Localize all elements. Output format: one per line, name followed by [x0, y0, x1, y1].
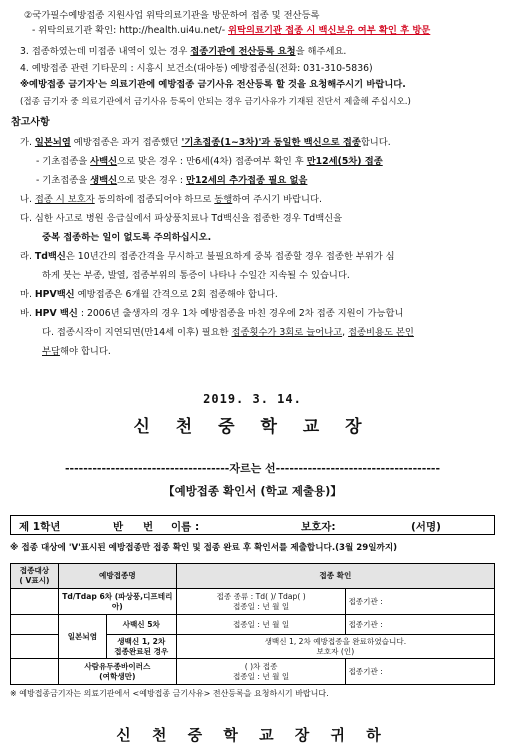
table-row — [11, 589, 495, 615]
item-ga-sub2: - 기초접종을 생백신으로 맞은 경우 : 만12세의 추가접종 필요 없음 — [36, 175, 308, 186]
item-da-line2: 중복 접종하는 일이 없도록 주의하십시오. — [42, 232, 212, 243]
confirm-cell[interactable]: ( )차 접종 접종일 : 년 월 일 — [176, 659, 346, 685]
date-cell[interactable]: 접종일 : 년 월 일 — [176, 615, 346, 635]
body-line-6: (접종 금기자 중 의료기관에서 금기사유 등록이 안되는 경우 금기사유가 기재된 진단서 제출해 주십시오.) — [20, 97, 411, 107]
institution-cell[interactable]: 접종기관 : — [346, 589, 495, 615]
item-ra-line2: 하게 붓는 부종, 발열, 접종부위의 통증이 나타나 수일간 지속될 수 있습니다. — [42, 270, 350, 281]
item-ba-line2: 다. 접종시작이 지연되면(만14세 이후) 필요한 접종횟수가 3회로 늘어나고, 접종비용도 본인 — [42, 327, 414, 338]
header-target: 접종대상 ( V표시) — [11, 564, 59, 589]
item-ma: 마. HPV백신 예방접종은 6개월 간격으로 2회 접종해야 합니다. — [20, 289, 278, 300]
hospital-visit-warning: 위탁의료기관 접종 시 백신보유 여부 확인 후 방문 — [228, 25, 431, 36]
body-line-3: 3. 접종하였는데 미접종 내역이 있는 경우 접종기관에 전산등록 요청을 해주세요. — [20, 46, 347, 57]
target-checkbox[interactable] — [11, 615, 59, 635]
name-label: 이름 : — [171, 521, 200, 533]
item-ga-sub1: - 기초접종을 사백신으로 맞은 경우 : 만6세(4차) 접종여부 확인 후 만12세(5차) 접종 — [36, 156, 383, 167]
item-ga: 가. 일본뇌염 예방접종은 과거 접종했던 '기초접종(1~3차)'과 동일한 백신으로 접종합니다. — [20, 137, 391, 148]
vaccine-name: 일본뇌염 — [58, 615, 106, 659]
cut-line: ------------------------------------자르는 선------------------------------------ — [64, 462, 441, 475]
institution-cell[interactable]: 접종기관 : — [346, 615, 495, 635]
vaccine-name: Td/Tdap 6차 (파상풍,디프테리아) — [58, 589, 176, 615]
target-checkbox[interactable] — [11, 635, 59, 659]
target-checkbox[interactable] — [11, 589, 59, 615]
form-title: 【예방접종 확인서 (학교 제출용)】 — [163, 484, 342, 498]
class-label: 반 — [113, 521, 124, 533]
table-header-row — [11, 564, 495, 589]
item-ba-line3: 부담해야 합니다. — [42, 346, 111, 357]
vaccine-subtype: 생백신 1, 2차 접종완료된 경우 — [106, 635, 176, 659]
signoff: 신 천 중 학 교 장 귀 하 — [116, 726, 389, 744]
header-vaccine: 예방접종명 — [58, 564, 176, 589]
guardian-label: 보호자: — [301, 521, 336, 533]
student-info-box — [10, 515, 495, 535]
item-ba-line1: 바. HPV 백신 : 2006년 출생자의 경우 1차 예방접종을 마친 경우에 2차 접종 지원이 가능합니 — [20, 308, 404, 319]
item-ra-line1: 라. Td백신은 10년간의 접종간격을 무시하고 불필요하게 중복 접종할 경우 접종한 부위가 심 — [20, 251, 395, 262]
reference-heading: 참고사항 — [11, 117, 50, 128]
item-na: 나. 접종 시 보호자 동의하에 접종되어야 하므로 동행하여 주시기 바랍니다. — [20, 194, 322, 205]
signature-label: (서명) — [411, 521, 441, 533]
confirm-cell[interactable]: 생백신 1, 2차 예방접종을 완료하였습니다. 보호자 (인) — [176, 635, 494, 659]
confirm-cell[interactable]: 접종 종류 : Td( )/ Tdap( ) 접종일 : 년 월 일 — [176, 589, 346, 615]
body-line-4: 4. 예방접종 관련 기타문의 : 시흥시 보건소(대야동) 예방접종실(전화: 031-310-5836) — [20, 63, 373, 74]
body-line-1: ②국가필수예방접종 지원사업 위탁의료기관을 방문하여 접종 및 전산등록 — [24, 10, 320, 21]
school-principal: 신 천 중 학 교 장 — [133, 417, 372, 437]
table-row — [11, 659, 495, 685]
institution-cell[interactable]: 접종기관 : — [346, 659, 495, 685]
grade-label: 제 1학년 — [19, 521, 61, 533]
body-line-5: ※예방접종 금기자'는 의료기관에 예방접종 금기사유 전산등록 할 것을 요청해주시기 바랍니다. — [20, 79, 406, 90]
vaccine-name: 사람유두종바이러스 (여학생만) — [58, 659, 176, 685]
table-row — [11, 615, 495, 635]
header-confirm: 접종 확인 — [176, 564, 494, 589]
vaccine-subtype: 사백신 5차 — [106, 615, 176, 635]
target-checkbox[interactable] — [11, 659, 59, 685]
item-da-line1: 다. 심한 사고로 병원 응급실에서 파상풍치료나 Td백신을 접종한 경우 Td백신을 — [20, 213, 343, 224]
vaccination-table — [10, 563, 495, 685]
body-line-2: - 위탁의료기관 확인: http://health.ui4u.net/- 위탁의료기관 접종 시 백신보유 여부 확인 후 방문 — [32, 25, 431, 36]
bottom-note: ※ 예방접종금기자는 의료기관에서 <예방접종 금기사유> 전산등록을 요청하시기 바랍니다. — [10, 689, 329, 698]
number-label: 번 — [143, 521, 154, 533]
form-note: ※ 접종 대상에 'V'표시된 예방접종만 접종 확인 및 접종 완료 후 확인서를 제출합니다.(3월 29일까지) — [10, 543, 398, 553]
notice-date: 2019. 3. 14. — [203, 392, 302, 406]
